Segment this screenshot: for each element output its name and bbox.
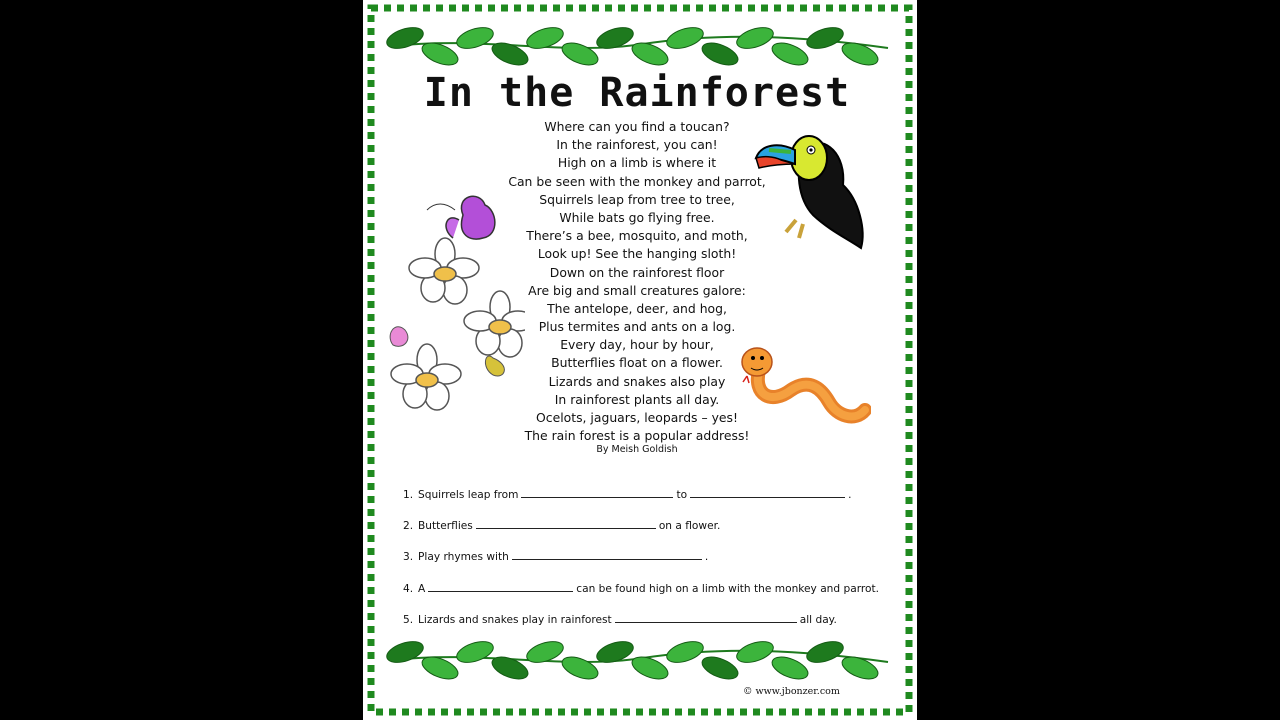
leaf-icon bbox=[769, 39, 811, 70]
leaf-icon bbox=[559, 653, 601, 684]
leaf-icon bbox=[699, 653, 741, 684]
poem-author: By Meish Goldish bbox=[596, 444, 678, 455]
leaf-icon bbox=[454, 24, 496, 53]
poem-line: Can be seen with the monkey and parrot, bbox=[508, 173, 766, 189]
poem-line: Are big and small creatures galore: bbox=[528, 282, 746, 298]
leaf-icon bbox=[734, 24, 776, 53]
question-3 bbox=[403, 548, 708, 563]
question-number: 1. bbox=[403, 489, 414, 501]
question-number: 5. bbox=[403, 614, 414, 626]
leaf-icon bbox=[804, 638, 846, 667]
question-text: to bbox=[676, 489, 688, 501]
question-text: . bbox=[848, 489, 852, 501]
leaf-icon bbox=[384, 638, 426, 667]
question-1 bbox=[403, 486, 851, 501]
top-vine-leaves bbox=[363, 18, 917, 78]
answer-blank[interactable] bbox=[615, 611, 797, 623]
leaf-icon bbox=[489, 39, 531, 70]
leaf-icon bbox=[454, 638, 496, 667]
poem-line: In the rainforest, you can! bbox=[556, 137, 718, 153]
poem-line: Where can you find a toucan? bbox=[544, 119, 730, 134]
question-text: Butterflies bbox=[418, 520, 473, 532]
bottom-vine-leaves bbox=[363, 632, 917, 692]
leaf-icon bbox=[804, 24, 846, 53]
answer-blank[interactable] bbox=[521, 486, 673, 498]
worksheet-title: In the Rainforest bbox=[423, 70, 851, 116]
leaf-icon bbox=[769, 653, 811, 684]
question-2 bbox=[403, 517, 720, 532]
poem bbox=[483, 118, 791, 445]
question-text: . bbox=[704, 551, 709, 563]
copyright: © www.jbonzer.com bbox=[743, 686, 840, 697]
poem-line: Every day, hour by hour, bbox=[560, 337, 714, 353]
question-text: all day. bbox=[799, 614, 837, 626]
question-number: 3. bbox=[403, 551, 414, 563]
poem-line: There’s a bee, mosquito, and moth, bbox=[526, 228, 748, 244]
question-text: Lizards and snakes play in rainforest bbox=[418, 614, 612, 626]
leaf-icon bbox=[384, 24, 426, 53]
question-text: on a flower. bbox=[658, 520, 721, 532]
poem-line: Ocelots, jaguars, leopards – yes! bbox=[536, 410, 738, 425]
question-text: Play rhymes with bbox=[418, 551, 509, 563]
question-5 bbox=[403, 611, 837, 626]
question-text: can be found high on a limb with the monkey and parrot. bbox=[576, 583, 880, 595]
leaf-icon bbox=[699, 39, 741, 70]
worksheet-page bbox=[363, 0, 917, 720]
poem-line: Down on the rainforest floor bbox=[549, 264, 725, 280]
answer-blank[interactable] bbox=[428, 580, 573, 592]
leaf-icon bbox=[664, 24, 706, 53]
answer-blank[interactable] bbox=[512, 548, 702, 560]
poem-line: Look up! See the hanging sloth! bbox=[537, 246, 737, 262]
question-number: 4. bbox=[403, 583, 414, 595]
leaf-icon bbox=[559, 39, 601, 70]
poem-line: Butterflies float on a flower. bbox=[551, 355, 723, 371]
poem-line: Squirrels leap from tree to tree, bbox=[539, 191, 735, 207]
poem-line: High on a limb is where it bbox=[557, 155, 717, 171]
leaf-icon bbox=[664, 638, 706, 667]
poem-line: The antelope, deer, and hog, bbox=[547, 300, 727, 316]
poem-line: Lizards and snakes also play bbox=[548, 373, 726, 389]
answer-blank[interactable] bbox=[690, 486, 845, 498]
answer-blank[interactable] bbox=[476, 517, 656, 529]
leaf-icon bbox=[734, 638, 776, 667]
question-text: Squirrels leap from bbox=[418, 489, 519, 501]
leaf-icon bbox=[489, 653, 531, 684]
poem-line: While bats go flying free. bbox=[559, 209, 715, 225]
poem-line: The rain forest is a popular address! bbox=[524, 428, 750, 444]
poem-line: In rainforest plants all day. bbox=[554, 391, 720, 407]
poem-line: Plus termites and ants on a log. bbox=[538, 319, 736, 335]
question-4 bbox=[403, 580, 879, 595]
question-text: A bbox=[418, 583, 426, 595]
question-number: 2. bbox=[403, 520, 414, 532]
